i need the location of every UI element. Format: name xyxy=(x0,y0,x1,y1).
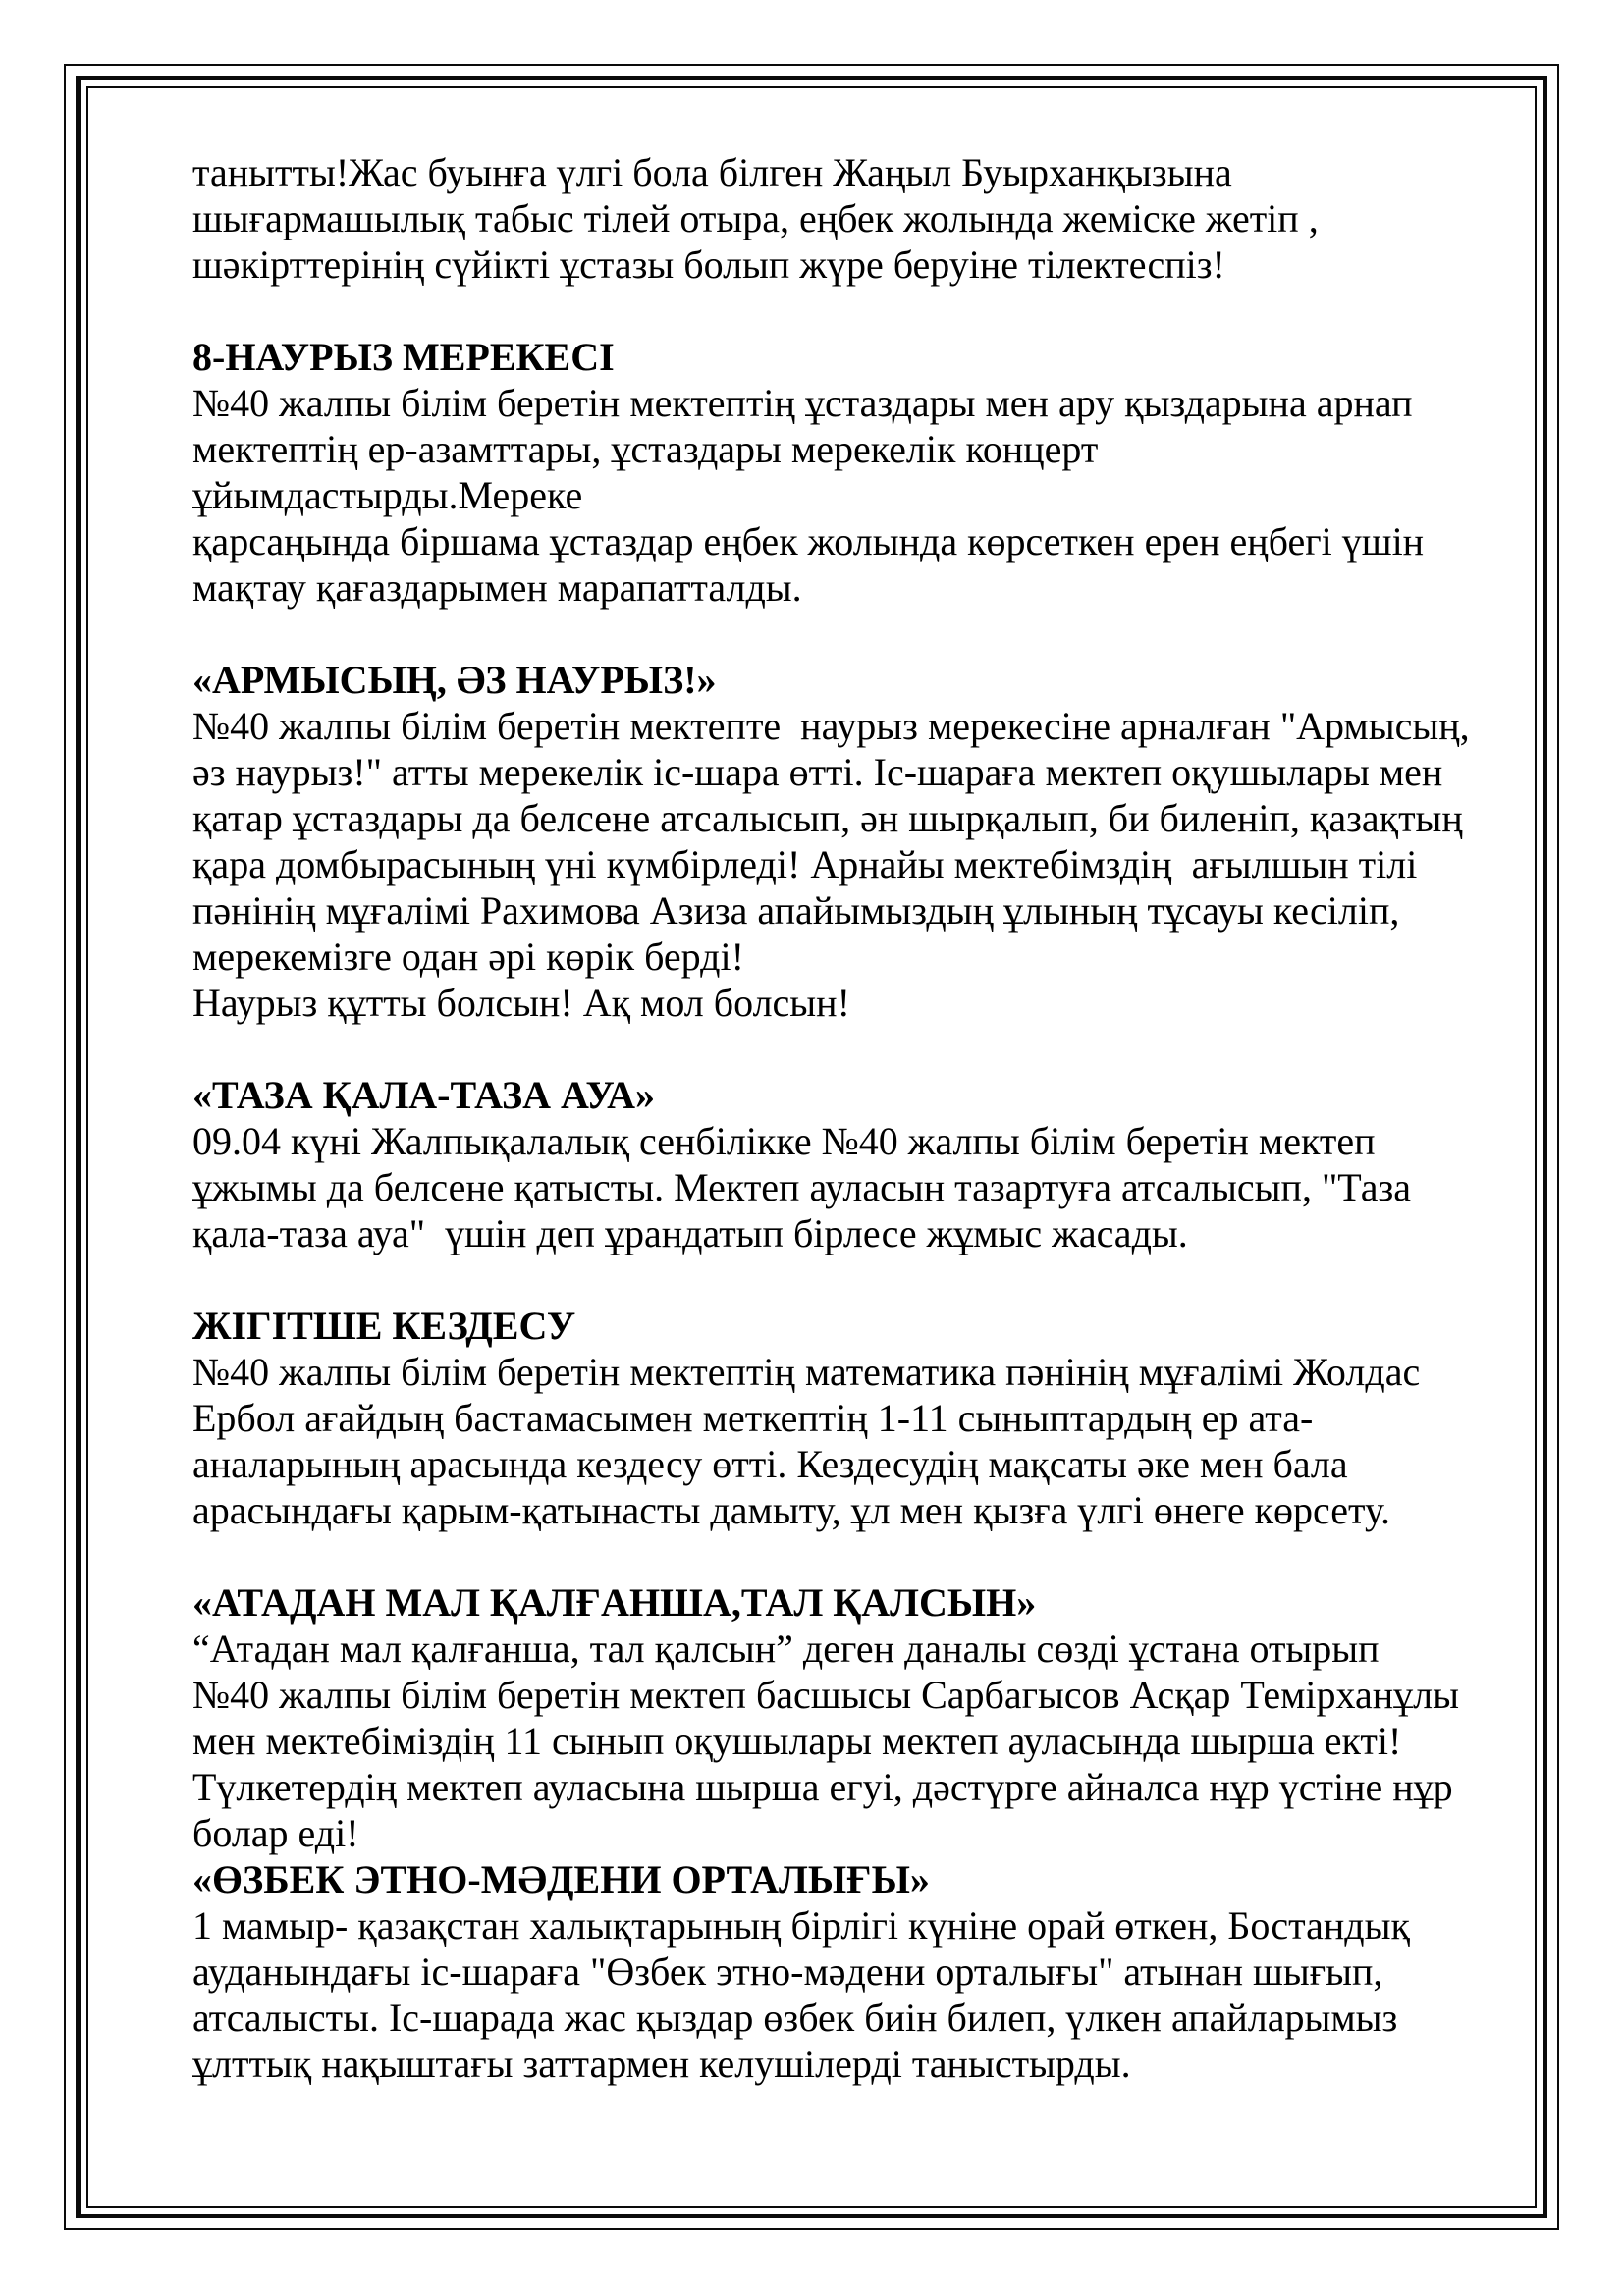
blank-line xyxy=(192,288,1489,334)
text-line: арасындағы қарым-қатынасты дамыту, ұл мен қызға үлгі өнеге көрсету. xyxy=(192,1488,1390,1532)
text-line: қара домбырасының үні күмбірледі! Арнайы мектебімздің ағылшын тілі xyxy=(192,842,1418,886)
blank-line xyxy=(192,1256,1489,1303)
blank-line xyxy=(192,1026,1489,1072)
section-heading: 8-НАУРЫЗ МЕРЕКЕСІ xyxy=(192,335,615,379)
text-line: мақтау қағаздарымен марапатталды. xyxy=(192,565,802,610)
text-line: мен мектебіміздің 11 сынып оқушылары мектеп ауласында шырша екті! xyxy=(192,1719,1402,1763)
text-line: №40 жалпы білім беретін мектептің математика пәнінің мұғалімі Жолдас xyxy=(192,1350,1421,1394)
blank-line xyxy=(192,1533,1489,1579)
section-heading: «ӨЗБЕК ЭТНО-МӘДЕНИ ОРТАЛЫҒЫ» xyxy=(192,1857,930,1901)
text-line: қала-таза ауа" үшін деп ұрандатып бірлесе жұмыс жасады. xyxy=(192,1211,1188,1255)
text-line: атсалысты. Іс-шарада жас қыздар өзбек биін билеп, үлкен апайларымыз xyxy=(192,1996,1398,2040)
section-heading: «АРМЫСЫҢ, ӘЗ НАУРЫЗ!» xyxy=(192,658,717,702)
text-line: ұжымы да белсене қатысты. Мектеп ауласын тазартуға атсалысып, "Таза xyxy=(192,1165,1412,1209)
text-line: 09.04 күні Жалпықалалық сенбілікке №40 жалпы білім беретін мектеп xyxy=(192,1119,1376,1163)
text-line: мерекемізге одан әрі көрік берді! xyxy=(192,934,744,979)
text-line: Наурыз құтты болсын! Ақ мол болсын! xyxy=(192,981,850,1025)
text-line: №40 жалпы білім беретін мектептің ұстаздары мен ару қыздарына арнап xyxy=(192,381,1413,425)
document-body xyxy=(192,149,1489,2087)
text-line: аналарының арасында кездесу өтті. Кездесудің мақсаты әке мен бала xyxy=(192,1442,1348,1486)
text-line: қарсаңында біршама ұстаздар еңбек жолында көрсеткен ерен еңбегі үшін xyxy=(192,519,1425,563)
section-heading: «АТАДАН МАЛ ҚАЛҒАНША,ТАЛ ҚАЛСЫН» xyxy=(192,1580,1037,1625)
section-heading: ЖІГІТШЕ КЕЗДЕСУ xyxy=(192,1304,576,1348)
section-heading: «ТАЗА ҚАЛА-ТАЗА АУА» xyxy=(192,1073,656,1117)
text-line: Түлкетердің мектеп ауласына шырша егуі, дәстүрге айналса нұр үстіне нұр xyxy=(192,1765,1453,1809)
blank-line xyxy=(192,611,1489,657)
text-line: Ербол ағайдың бастамасымен меткептің 1-11 сыныптардың ер ата- xyxy=(192,1396,1314,1440)
text-line: шығармашылық табыс тілей отыра, еңбек жолында жеміске жетіп , xyxy=(192,196,1319,240)
text-line: танытты!Жас буынға үлгі бола білген Жаңыл Буырханқызына xyxy=(192,150,1232,194)
text-line: №40 жалпы білім беретін мектеп басшысы Сарбагысов Асқар Темірханұлы xyxy=(192,1673,1459,1717)
text-line: ұлттық нақыштағы заттармен келушілерді таныстырды. xyxy=(192,2042,1131,2086)
text-line: әз наурыз!" атты мерекелік іс-шара өтті. Іс-шараға мектеп оқушылары мен xyxy=(192,750,1443,794)
text-line: болар еді! xyxy=(192,1811,359,1855)
text-line: қатар ұстаздары да белсене атсалысып, ән шырқалып, би биленіп, қазақтың xyxy=(192,796,1463,840)
text-line: “Атадан мал қалғанша, тал қалсын” деген даналы сөзді ұстана отырып xyxy=(192,1627,1380,1671)
text-line: пәнінің мұғалімі Рахимова Азиза апайымыздың ұлының тұсауы кесіліп, xyxy=(192,888,1400,933)
text-line: ауданындағы іс-шараға "Өзбек этно-мәдени орталығы" атынан шығып, xyxy=(192,1949,1383,1994)
text-line: шәкірттерінің сүйікті ұстазы болып жүре беруіне тілектеспіз! xyxy=(192,242,1225,287)
text-line: мектептің ер-азамттары, ұстаздары мерекелік концерт ұйымдастырды.Мереке xyxy=(192,427,1109,517)
text-line: 1 мамыр- қазақстан халықтарының бірлігі күніне орай өткен, Бостандық xyxy=(192,1903,1410,1948)
text-line: №40 жалпы білім беретін мектепте наурыз мерекесіне арналған "Армысың, xyxy=(192,704,1470,748)
